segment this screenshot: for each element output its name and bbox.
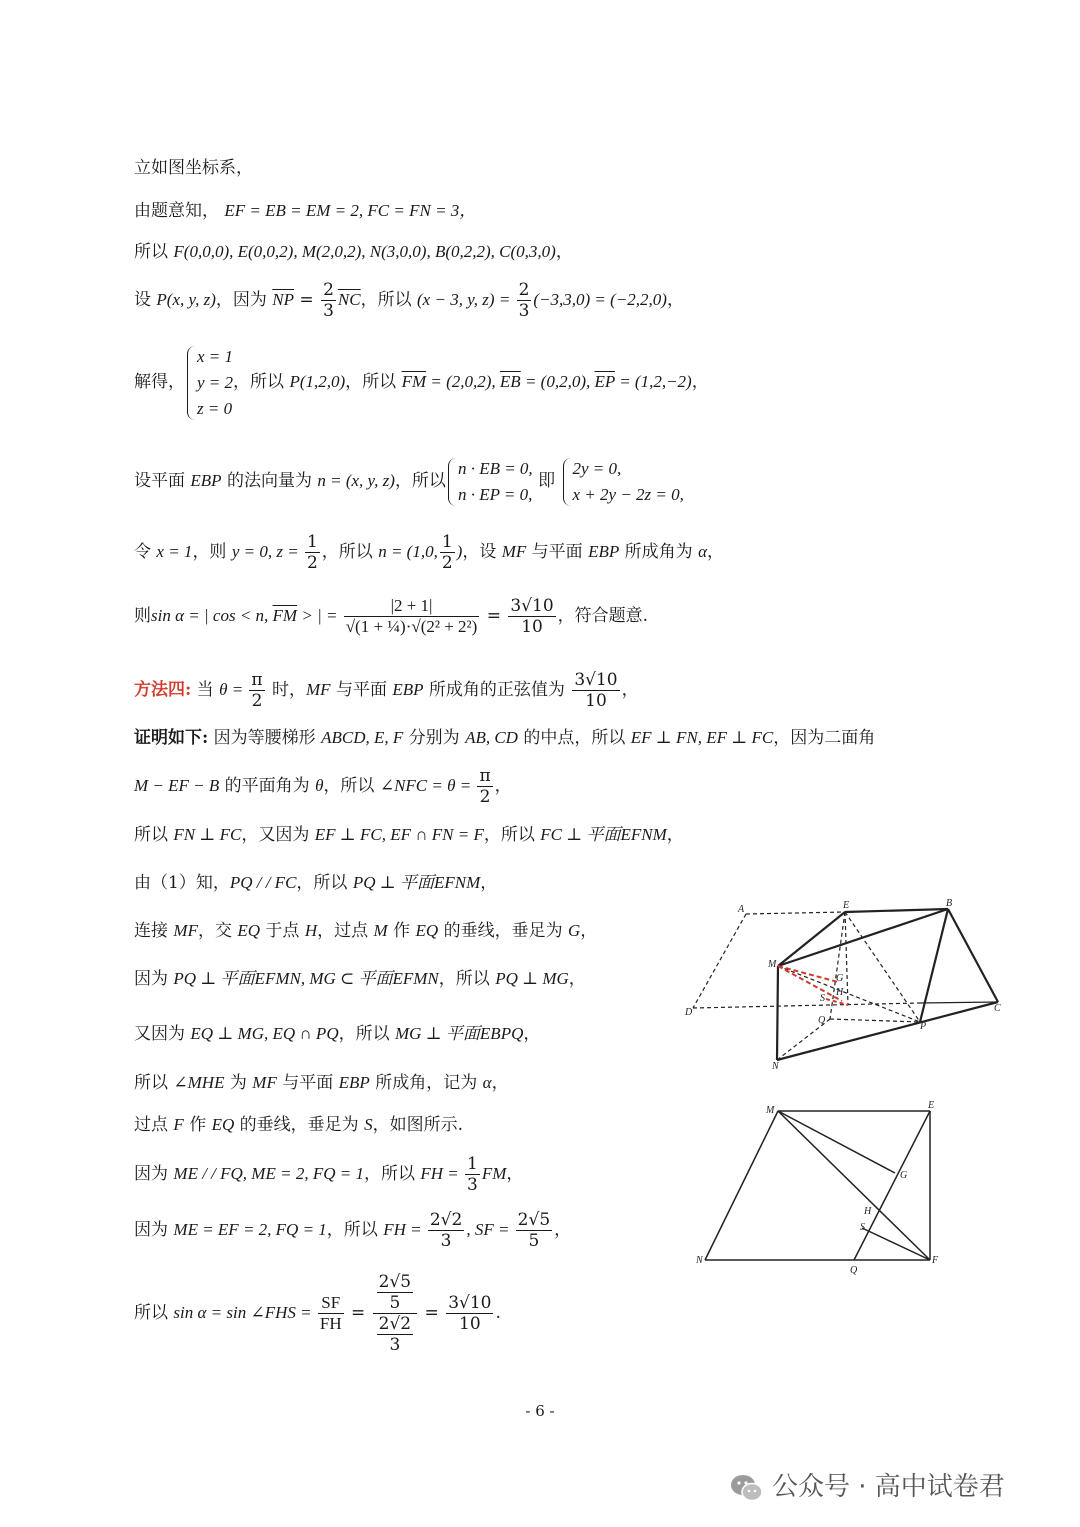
denominator: 10 (521, 617, 543, 637)
equation: x + 2y − 2z = 0, (572, 484, 684, 504)
label-Q: Q (850, 1265, 858, 1276)
math: MF (252, 1073, 277, 1092)
text: 因为 (134, 1164, 174, 1184)
fraction (249, 670, 264, 711)
math: PQ ⊥ MG (495, 969, 569, 988)
math: EQ ⊥ MG, EQ ∩ PQ (190, 1024, 339, 1043)
math: PQ / / FC (229, 873, 297, 892)
text-line (134, 871, 497, 895)
watermark-text: 公众号 · 高中试卷君 (772, 1472, 1005, 1502)
segment-SF (862, 1228, 930, 1260)
text: ， (494, 776, 512, 796)
label-M: M (768, 959, 777, 970)
text: ，因为二面角 (773, 728, 876, 748)
text: 与平面 (330, 680, 393, 700)
text: 作 (183, 1115, 212, 1135)
text-line (134, 280, 684, 321)
math: x = 1 (156, 542, 193, 561)
text: 设平面 (134, 471, 191, 491)
equation: n · EP = 0, (457, 484, 533, 504)
fraction (377, 1314, 413, 1355)
text: 令 (134, 542, 157, 562)
equation: z = 0 (197, 398, 233, 418)
math: EQ (415, 921, 439, 940)
fraction (428, 1210, 464, 1251)
segment-MG (778, 1111, 895, 1173)
math: PQ ⊥ 平面EFMN, MG ⊂ 平面EFMN (173, 969, 439, 988)
math: sin α = | cos < n, (151, 606, 273, 625)
fraction (516, 1210, 552, 1251)
text-line (134, 1268, 501, 1358)
text: ，所以 (296, 873, 353, 893)
text: 于点 (260, 921, 305, 941)
label-H: H (864, 1206, 872, 1217)
method-heading: 方法四: (134, 680, 192, 700)
text: ，所以 (233, 372, 290, 392)
equation: n · EB = 0, (457, 458, 533, 478)
text: 即 (532, 471, 561, 491)
fraction (318, 1293, 344, 1334)
text: ， (666, 825, 684, 845)
denominator: 5 (389, 1293, 401, 1313)
segment-MN (705, 1111, 778, 1260)
text: 分别为 (403, 728, 466, 748)
numerator: 3√10 (574, 670, 618, 690)
red-line-MH (778, 966, 842, 1001)
text-line (134, 764, 512, 808)
text: ， (691, 372, 709, 392)
math: P(x, y, z) (156, 290, 216, 309)
math: ABCD, E, F (321, 728, 404, 747)
text: ，所以 (483, 825, 541, 845)
numerator: 2√2 (429, 1210, 463, 1230)
edge-MN (777, 966, 778, 1060)
math: M − EF − B (134, 776, 220, 795)
text: 则 (134, 606, 151, 626)
numerator: |2 + 1| (344, 596, 480, 617)
edge-base-C (920, 1002, 998, 1003)
vector: $\overline{EB}$ (499, 372, 521, 391)
numerator: 3√10 (510, 596, 554, 616)
math: > | = (297, 606, 342, 625)
math: P(1,2,0) (289, 372, 346, 391)
numerator: 1 (306, 532, 318, 552)
math: EBP (392, 680, 424, 699)
numerator (373, 1272, 417, 1314)
label-D: D (685, 1007, 693, 1018)
edge-AD (693, 914, 746, 1008)
label-P: P (920, 1021, 927, 1032)
text: ， (554, 1220, 572, 1240)
math: y = 0, z = (231, 542, 303, 561)
numerator: π (251, 670, 263, 690)
numerator: 1 (467, 1154, 478, 1174)
text: ， (707, 542, 724, 562)
denominator (373, 1314, 417, 1355)
label-H: H (836, 987, 844, 998)
text-line (134, 1022, 540, 1046)
text: ，交 (197, 921, 238, 941)
text: 立如图坐标系， (134, 158, 253, 178)
math: α (698, 542, 707, 561)
math: ∠NFC = θ = (379, 776, 476, 795)
numerator: 2 (518, 280, 530, 300)
text: ，设 (462, 542, 502, 562)
label-A: A (738, 904, 745, 915)
denominator: 10 (585, 691, 607, 711)
equation: 2y = 0, (572, 458, 622, 478)
numerator: 2√5 (517, 1210, 551, 1230)
math: MF (306, 680, 331, 699)
equation: x = 1 (197, 346, 234, 366)
text-line (134, 453, 684, 509)
solid-figure (680, 895, 1010, 1075)
math: F(0,0,0), E(0,0,2), M(2,0,2), N(3,0,0), B(0,2,2), C(0,3,0) (173, 242, 556, 261)
edge-DC (693, 1003, 920, 1008)
text: ，所以 (394, 471, 446, 491)
text: ，所以 (438, 969, 496, 989)
text: ，则 (192, 542, 232, 562)
label-B: B (946, 898, 953, 909)
text: ，所以 (360, 290, 418, 310)
text: 所成角为 (619, 542, 699, 562)
numerator: SF (318, 1293, 344, 1314)
text: 由题意知， (134, 201, 219, 221)
math: EQ (237, 921, 261, 940)
label-E: E (843, 900, 850, 911)
math: S (364, 1115, 373, 1134)
math: EF ⊥ FC, EF ∩ FN = F (314, 825, 484, 844)
text-line (134, 156, 253, 180)
fraction (321, 280, 336, 321)
segment-EQ (854, 1111, 930, 1260)
label-F: F (932, 1255, 939, 1266)
fraction (440, 532, 455, 573)
math: = (2,0,2), (426, 372, 500, 391)
text: ， (568, 969, 586, 989)
text: ，如图所示. (372, 1115, 463, 1135)
denominator: 3 (389, 1335, 401, 1355)
text: 又因为 (134, 1024, 191, 1044)
edge-EP (845, 912, 920, 1022)
label-S: S (860, 1222, 865, 1233)
text-line (134, 1152, 523, 1196)
segment-MF (778, 1111, 930, 1260)
label-G: G (900, 1170, 908, 1181)
math: M (373, 921, 388, 940)
math: FH = (383, 1220, 426, 1239)
math: FM (481, 1164, 507, 1183)
wechat-icon (730, 1473, 764, 1503)
compound-fraction (373, 1272, 417, 1355)
text-line (134, 668, 639, 712)
text: ， (506, 1164, 524, 1184)
text: ，因为 (215, 290, 273, 310)
edge-MP (778, 966, 920, 1022)
math: F (173, 1115, 184, 1134)
vector: $\overline{FM}$ (401, 372, 427, 391)
numerator: 2√5 (378, 1272, 412, 1292)
edge-BP (920, 909, 948, 1022)
text: ，所以 (345, 372, 402, 392)
math: ME = EF = 2, FQ = 1 (173, 1220, 327, 1239)
text: 的中点，所以 (517, 728, 631, 748)
numerator: π (479, 766, 491, 786)
numerator: 3√10 (448, 1293, 492, 1313)
denominator: 3 (323, 301, 334, 321)
math: θ = (219, 680, 248, 699)
text: ，所以 (321, 542, 379, 562)
text: 当 (191, 680, 220, 700)
label-C: C (994, 1003, 1001, 1014)
text: 为 (224, 1073, 253, 1093)
numerator: 1 (441, 532, 453, 552)
math: ME / / FQ, ME = 2, FQ = 1 (173, 1164, 364, 1183)
label-S: S (820, 993, 825, 1004)
text: 时， (266, 680, 307, 700)
math: EF = EB = EM = 2, FC = FN = 3， (224, 201, 477, 220)
text: 因为 (134, 1220, 174, 1240)
denominator: 2 (479, 787, 491, 807)
text: 因为 (134, 969, 174, 989)
text: 由（1）知， (134, 873, 230, 893)
math: = (1,2,−2) (614, 372, 692, 391)
vector: $\overline{FM}$ (272, 606, 298, 625)
equation: y = 2 (197, 372, 234, 392)
math: n = (x, y, z) (317, 471, 395, 490)
equation-system (561, 456, 684, 508)
text: ，过点 (317, 921, 374, 941)
text: 所以 (134, 1303, 174, 1323)
text: 所成角，记为 (369, 1073, 483, 1093)
text: 过点 (134, 1115, 174, 1135)
text: 作 (387, 921, 416, 941)
text: = (481, 606, 507, 626)
text: ， (523, 1024, 541, 1044)
edge-ME (778, 912, 845, 966)
text: 与平面 (276, 1073, 339, 1093)
math: MF (501, 542, 527, 561)
label-N: N (772, 1061, 779, 1072)
numerator: 2 (323, 280, 334, 300)
text-line (134, 240, 573, 264)
fraction (477, 766, 492, 807)
math: ∠MHE (173, 1073, 225, 1092)
text: 连接 (134, 921, 174, 941)
math: MG ⊥ 平面EBPQ (395, 1024, 524, 1043)
denominator: 3 (440, 1231, 452, 1251)
fraction (517, 280, 532, 321)
math: EBP (338, 1073, 370, 1092)
text: = (294, 290, 320, 310)
equation-system (446, 456, 533, 508)
vector: $\overline{NP}$ (272, 290, 295, 309)
text: ， (580, 921, 598, 941)
math: sin α = sin ∠FHS = (173, 1303, 316, 1322)
text: = (419, 1303, 445, 1323)
denominator: √(1 + ¼)·√(2² + 2²) (345, 617, 478, 636)
math: FC ⊥ 平面EFNM (540, 825, 667, 844)
fraction (465, 1154, 480, 1195)
denominator: 3 (518, 301, 530, 321)
text: ，符合题意. (557, 606, 649, 626)
text: 的垂线，垂足为 (438, 921, 568, 941)
text: 解得， (134, 372, 185, 392)
text: 与平面 (526, 542, 589, 562)
page-number: - 6 - (525, 1402, 555, 1420)
math: ) (456, 542, 463, 561)
edge-EB (845, 909, 948, 912)
denominator: 2 (251, 691, 263, 711)
math: EBP (588, 542, 620, 561)
text-line (134, 919, 597, 943)
plane-figure (690, 1098, 950, 1278)
text: 设 (134, 290, 157, 310)
text: ， (480, 873, 498, 893)
text: ，所以 (323, 776, 380, 796)
math: MF (173, 921, 198, 940)
fraction (572, 670, 619, 711)
math: EF ⊥ FN, EF ⊥ FC (630, 728, 774, 747)
vector: $\overline{NC}$ (337, 290, 361, 309)
text: 的法向量为 (221, 471, 318, 491)
numerator: 2√2 (378, 1314, 412, 1334)
text: ， (621, 680, 639, 700)
proof-heading: 证明如下: (134, 728, 209, 748)
label-N: N (696, 1255, 703, 1266)
math: , SF = (466, 1220, 514, 1239)
math: (−3,3,0) = (−2,2,0) (533, 290, 667, 309)
math: PQ ⊥ 平面EFNM (352, 873, 481, 892)
fraction (377, 1272, 413, 1313)
text-line (134, 530, 724, 574)
edge-AE (746, 912, 845, 914)
text-line (134, 1113, 463, 1137)
text: 因为等腰梯形 (208, 728, 322, 748)
text-line (134, 342, 709, 422)
math: α (482, 1073, 492, 1092)
math: (x − 3, y, z) = (417, 290, 515, 309)
text-line (134, 726, 875, 750)
label-G: G (836, 973, 844, 984)
vector: $\overline{EP}$ (594, 372, 615, 391)
text: ， (491, 1073, 509, 1093)
text: 所以 (134, 825, 174, 845)
denominator: FH (319, 1314, 342, 1333)
math: H (304, 921, 318, 940)
red-line-SF (826, 999, 848, 1005)
math: FH = (420, 1164, 464, 1183)
text: 所成角的正弦值为 (423, 680, 571, 700)
edge-MB (778, 909, 948, 966)
text-line (134, 823, 684, 847)
text: ，所以 (363, 1164, 421, 1184)
text: 所以 (134, 1073, 174, 1093)
label-E: E (928, 1100, 935, 1111)
text-line (134, 590, 648, 642)
denominator: 2 (441, 553, 453, 573)
edge-QP (830, 1019, 920, 1022)
denominator: 5 (528, 1231, 540, 1251)
text-line (134, 1208, 571, 1252)
math: EBP (190, 471, 222, 490)
text: . (495, 1303, 501, 1323)
denominator: 3 (467, 1175, 478, 1195)
math: FN ⊥ FC (173, 825, 242, 844)
math: AB, CD (465, 728, 518, 747)
text: ，所以 (326, 1220, 384, 1240)
text-line (134, 1071, 509, 1095)
denominator: 2 (306, 553, 318, 573)
watermark (730, 1466, 1005, 1503)
text: ，又因为 (241, 825, 315, 845)
edge-BC (948, 909, 998, 1002)
math: n = (1,0, (378, 542, 438, 561)
red-line-MG (778, 966, 838, 982)
math: θ (315, 776, 324, 795)
denominator: 10 (459, 1314, 481, 1334)
math: = (0,2,0), (520, 372, 595, 391)
fraction (344, 596, 480, 637)
text: ，所以 (338, 1024, 395, 1044)
text-line (134, 967, 586, 991)
text: 的垂线，垂足为 (234, 1115, 365, 1135)
text: ， (666, 290, 684, 310)
text: = (345, 1303, 371, 1323)
edge-EF (845, 912, 848, 1005)
edge-NC (777, 1002, 998, 1060)
text: ， (555, 242, 573, 262)
text: 所以 (134, 242, 174, 262)
math: G (568, 921, 581, 940)
math: EQ (211, 1115, 235, 1134)
text-line (134, 199, 476, 223)
fraction (446, 1293, 493, 1334)
text: 的平面角为 (219, 776, 316, 796)
label-M: M (766, 1105, 775, 1116)
label-Q: Q (818, 1015, 826, 1026)
equation-system (185, 344, 233, 422)
fraction (305, 532, 320, 573)
fraction (508, 596, 555, 637)
